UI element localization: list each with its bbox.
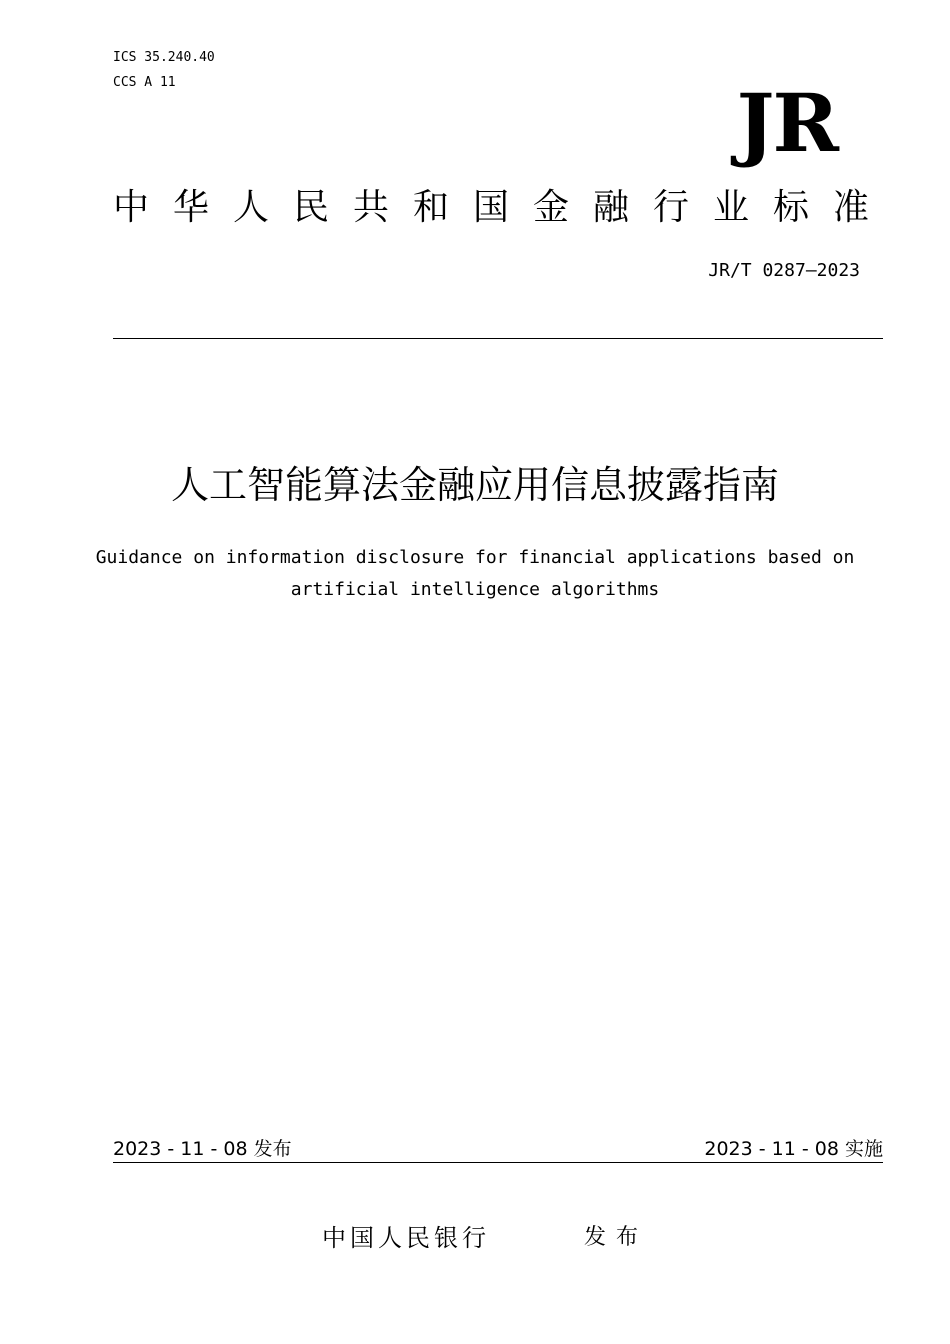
document-title-chinese: 人工智能算法金融应用信息披露指南 (170, 463, 779, 507)
bottom-divider (113, 1162, 883, 1163)
implementation-date: 2023 - 11 - 08 实施 (704, 1138, 883, 1160)
jr-logo: JR (736, 76, 837, 170)
document-title-english-line-2: artificial intelligence algorithms (290, 579, 660, 600)
standard-number: JR/T 0287—2023 (708, 260, 860, 281)
publish-label: 发布 (584, 1225, 649, 1250)
standard-category-title: 中华人民共和国金融行业标准 (113, 187, 894, 228)
top-divider (113, 338, 883, 339)
issue-date: 2023 - 11 - 08 发布 (113, 1138, 292, 1160)
issuing-authority: 中国人民银行 (322, 1224, 490, 1252)
ics-code: ICS 35.240.40 (113, 50, 215, 65)
document-title-english-line-1: Guidance on information disclosure for financial applications based on (95, 547, 855, 568)
ccs-code: CCS A 11 (113, 75, 176, 90)
